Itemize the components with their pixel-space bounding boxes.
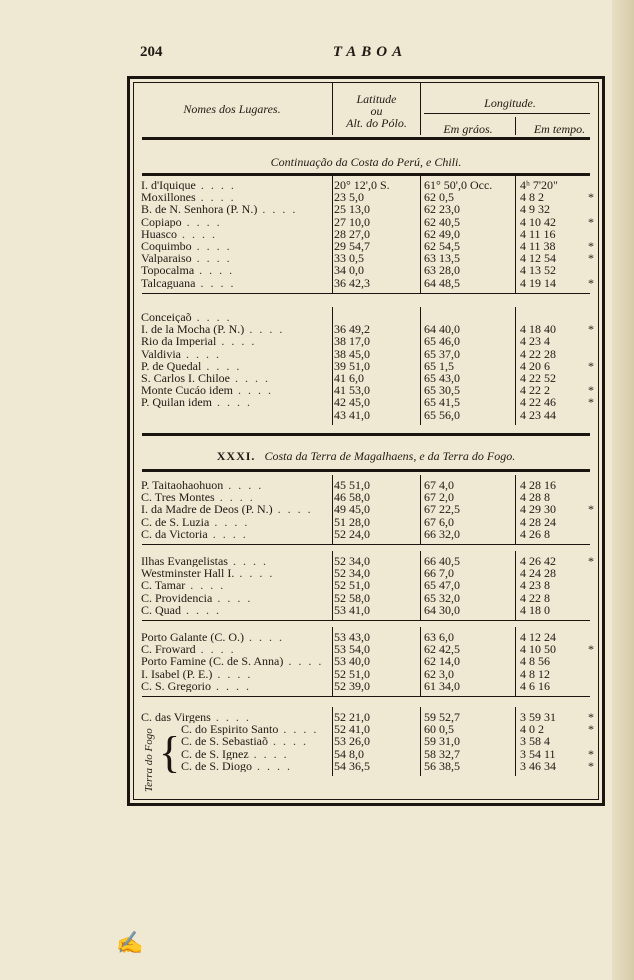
- leader-dots: . . . .: [195, 276, 236, 289]
- header-places: Nomes dos Lugares.: [183, 102, 281, 116]
- longitude-time-cell: 4 22 2: [520, 383, 550, 398]
- latitude-cell: 52 51,0: [334, 578, 370, 593]
- asterisk-mark: *: [588, 383, 594, 398]
- latitude-cell: 52 34,0: [334, 554, 370, 568]
- place-name: C. das Virgens . . . .: [141, 711, 251, 723]
- longitude-time-cell: 4 10 50: [520, 642, 556, 657]
- asterisk-mark: *: [588, 358, 594, 373]
- header-longitude: Longitude.: [484, 96, 536, 110]
- leader-dots: . . . .: [252, 759, 293, 772]
- column-divider: [420, 475, 421, 544]
- latitude-cell: 38 17,0: [334, 334, 370, 349]
- leader-dots: . . . .: [191, 240, 232, 252]
- latitude-cell: 39 51,0: [334, 358, 370, 373]
- leader-dots: . . . .: [212, 667, 253, 680]
- table-row: [134, 384, 598, 396]
- longitude-degrees-cell: 58 32,7: [424, 746, 460, 761]
- column-divider: [332, 627, 333, 696]
- row-group: [134, 711, 598, 778]
- leader-dots: . . . .: [195, 179, 236, 191]
- place-name: C. de S. Ignez . . . .: [181, 747, 289, 760]
- place-name: S. Carlos I. Chiloe . . . .: [141, 372, 270, 384]
- longitude-time-cell: 4 11 38: [520, 239, 556, 253]
- longitude-degrees-cell: 64 48,5: [424, 275, 460, 290]
- longitude-time-cell: 4 29 30: [520, 502, 556, 517]
- leader-dots: . . . .: [181, 347, 221, 360]
- column-divider: [420, 627, 421, 696]
- leader-dots: . . . .: [211, 679, 251, 692]
- page-number: 204: [140, 44, 163, 60]
- longitude-time-cell: 4 28 8: [520, 490, 550, 505]
- asterisk-mark: *: [588, 642, 594, 657]
- latitude-cell: 52 58,0: [334, 590, 370, 605]
- longitude-degrees-cell: 65 43,0: [424, 371, 460, 385]
- longitude-time-cell: 4 18 40: [520, 322, 556, 337]
- table-row: [134, 203, 598, 215]
- leader-dots: . . . .: [177, 227, 217, 240]
- table-row: [134, 503, 598, 515]
- table-row: [134, 348, 598, 360]
- longitude-degrees-cell: 61 34,0: [424, 678, 460, 693]
- table-row: [134, 240, 598, 252]
- leader-dots: . . . .: [194, 264, 235, 277]
- latitude-cell: 27 10,0: [334, 214, 370, 229]
- longitude-time-cell: 4 20 6: [520, 358, 550, 373]
- asterisk-mark: *: [588, 322, 594, 337]
- longitude-degrees-cell: 63 13,5: [424, 251, 460, 266]
- asterisk-mark: *: [588, 251, 594, 266]
- column-divider: [420, 175, 421, 293]
- longitude-degrees-cell: 65 56,0: [424, 407, 460, 422]
- leader-dots: . . . .: [244, 323, 285, 336]
- table-row: [134, 643, 598, 655]
- longitude-time-cell: 4 12 54: [520, 251, 556, 266]
- leader-dots: . . . .: [257, 203, 298, 216]
- latitude-cell: 49 45,0: [334, 502, 370, 517]
- place-name: C. Tres Montes . . . .: [141, 491, 255, 504]
- longitude-time-cell: 3 58 4: [520, 734, 550, 749]
- table-row: [134, 604, 598, 616]
- row-group: [134, 555, 598, 622]
- longitude-time-cell: 4 8 56: [520, 654, 550, 669]
- longitude-degrees-cell: 65 46,0: [424, 334, 460, 349]
- longitude-time-cell: 4 22 52: [520, 371, 556, 385]
- leader-dots: . . . .: [191, 252, 232, 265]
- brace-symbol: {: [159, 728, 181, 777]
- longitude-time-cell: 4 18 0: [520, 602, 550, 617]
- column-divider: [332, 551, 333, 620]
- leader-dots: . . . .: [181, 215, 222, 228]
- leader-dots: . . . .: [232, 384, 273, 397]
- longitude-time-cell: 4 26 42: [520, 554, 556, 568]
- leader-dots: . . . .: [212, 396, 252, 409]
- place-name: Porto Famine (C. de S. Anna) . . . .: [141, 655, 324, 668]
- place-name: C. S. Gregorio . . . .: [141, 679, 251, 692]
- column-divider: [332, 175, 333, 293]
- longitude-time-cell: 4ʰ 7'20": [520, 178, 558, 192]
- longitude-degrees-cell: 67 22,5: [424, 502, 460, 517]
- longitude-degrees-cell: 65 41,5: [424, 395, 460, 410]
- place-name: I. d'Iquique . . . .: [141, 179, 236, 191]
- column-divider: [515, 307, 516, 425]
- latitude-cell: 34 0,0: [334, 263, 364, 278]
- table-row: [134, 479, 598, 491]
- column-divider: [515, 475, 516, 544]
- table-row: [134, 592, 598, 604]
- latitude-cell: 41 53,0: [334, 383, 370, 398]
- place-name: C. do Espirito Santo . . . .: [181, 723, 319, 736]
- longitude-degrees-cell: 62 3,0: [424, 666, 454, 681]
- longitude-degrees-cell: 62 49,0: [424, 226, 460, 241]
- header-latitude-line2: ou: [370, 104, 383, 118]
- header-rule: [142, 137, 590, 140]
- latitude-cell: 54 36,5: [334, 758, 370, 773]
- place-name: I. da Madre de Deos (P. N.) . . . .: [141, 503, 313, 516]
- section-title-text: Continuação da Costa do Perú, e Chili.: [270, 155, 462, 169]
- leader-dots: . . . .: [209, 515, 250, 528]
- leader-dots: . . . .: [234, 567, 275, 580]
- table-row: [134, 567, 598, 579]
- longitude-time-cell: 4 19 14: [520, 275, 556, 290]
- header-latitude-line1: Latitude: [356, 92, 397, 106]
- group-separator: [142, 544, 590, 545]
- place-name: P. de Quedal . . . .: [141, 359, 242, 372]
- table-row: [134, 555, 598, 567]
- longitude-time-cell: 4 8 2: [520, 190, 544, 205]
- place-name: Conceiçaõ . . . .: [141, 311, 232, 323]
- table-row: [134, 516, 598, 528]
- table-row: [134, 655, 598, 667]
- place-name: C. Quad . . . .: [141, 603, 221, 616]
- longitude-time-cell: 4 22 8: [520, 590, 550, 605]
- column-divider: [332, 475, 333, 544]
- longitude-time-cell: 4 26 8: [520, 526, 550, 541]
- table-row: [134, 228, 598, 240]
- table-row: [134, 264, 598, 276]
- terra-do-fogo-label: Terra do Fogo: [143, 728, 155, 792]
- longitude-time-cell: 4 11 16: [520, 226, 556, 241]
- place-name: C. de S. Diogo . . . .: [181, 759, 293, 772]
- longitude-degrees-cell: 61° 50',0 Occ.: [424, 178, 493, 192]
- leader-dots: . . . .: [223, 479, 264, 491]
- table-row: [134, 396, 598, 408]
- place-name: I. de la Mocha (P. N.) . . . .: [141, 323, 285, 336]
- place-name: C. Froward . . . .: [141, 643, 236, 656]
- place-name: I. Isabel (P. E.) . . . .: [141, 667, 253, 680]
- table-row: [134, 311, 598, 323]
- longitude-degrees-cell: 60 0,5: [424, 722, 454, 737]
- longitude-degrees-cell: 66 7,0: [424, 566, 454, 581]
- longitude-degrees-cell: 67 2,0: [424, 490, 454, 505]
- place-name: Porto Galante (C. O.) . . . .: [141, 631, 284, 643]
- table-row: [134, 528, 598, 540]
- leader-dots: . . . .: [195, 643, 236, 656]
- latitude-cell: 23 5,0: [334, 190, 364, 205]
- section-title: [134, 155, 598, 170]
- latitude-cell: 33 0,5: [334, 251, 364, 266]
- latitude-cell: 43 41,0: [334, 407, 370, 422]
- asterisk-mark: *: [588, 275, 594, 290]
- longitude-time-cell: 4 28 24: [520, 514, 556, 529]
- column-divider: [420, 551, 421, 620]
- asterisk-mark: *: [588, 710, 594, 724]
- column-divider: [420, 307, 421, 425]
- longitude-time-cell: 4 28 16: [520, 478, 556, 492]
- place-name: Copiapo . . . .: [141, 215, 222, 228]
- longitude-time-cell: 4 23 44: [520, 407, 556, 422]
- longitude-degrees-cell: 62 42,5: [424, 642, 460, 657]
- place-name: Ilhas Evangelistas . . . .: [141, 555, 268, 567]
- table-row: [134, 668, 598, 680]
- latitude-cell: 52 51,0: [334, 666, 370, 681]
- place-name: Moxillones . . . .: [141, 191, 236, 204]
- group-separator: [142, 696, 590, 697]
- longitude-time-cell: 4 13 52: [520, 263, 556, 278]
- leader-dots: . . . .: [214, 491, 255, 504]
- latitude-cell: 38 45,0: [334, 346, 370, 361]
- longitude-degrees-cell: 65 30,5: [424, 383, 460, 398]
- latitude-cell: 53 26,0: [334, 734, 370, 749]
- longitude-degrees-cell: 67 6,0: [424, 514, 454, 529]
- table-row: [134, 216, 598, 228]
- place-name: C. Tamar . . . .: [141, 579, 226, 592]
- running-head: [140, 44, 600, 68]
- longitude-degrees-cell: 64 40,0: [424, 322, 460, 337]
- latitude-cell: 25 13,0: [334, 202, 370, 217]
- row-group: [134, 631, 598, 698]
- header-latitude: [334, 93, 419, 129]
- table-row: [134, 760, 598, 772]
- longitude-degrees-cell: 63 6,0: [424, 630, 454, 644]
- place-name: B. de N. Senhora (P. N.) . . . .: [141, 203, 298, 216]
- place-name: P. Taitaohaohuon . . . .: [141, 479, 264, 491]
- table-row: [134, 252, 598, 264]
- asterisk-mark: *: [588, 554, 594, 568]
- longitude-degrees-cell: 62 23,0: [424, 202, 460, 217]
- section-title: [134, 449, 598, 464]
- latitude-cell: 52 21,0: [334, 710, 370, 724]
- leader-dots: . . . .: [216, 335, 257, 348]
- table-row: [134, 179, 598, 191]
- column-divider: [515, 627, 516, 696]
- longitude-brace-line: [424, 113, 590, 114]
- table-row: [134, 491, 598, 503]
- longitude-degrees-cell: 62 40,5: [424, 214, 460, 229]
- place-name: Huasco . . . .: [141, 227, 217, 240]
- longitude-degrees-cell: 66 40,5: [424, 554, 460, 568]
- asterisk-mark: *: [588, 502, 594, 517]
- asterisk-mark: *: [588, 190, 594, 205]
- table-row: [134, 277, 598, 289]
- row-group: [134, 479, 598, 546]
- place-name: C. de S. Luzia . . . .: [141, 515, 250, 528]
- table-row: [134, 335, 598, 347]
- latitude-cell: 41 6,0: [334, 371, 364, 385]
- table-row: [134, 711, 598, 723]
- longitude-degrees-cell: 56 38,5: [424, 758, 460, 773]
- table-row: [134, 735, 598, 747]
- column-divider: [515, 707, 516, 776]
- row-group: [134, 179, 598, 295]
- leader-dots: . . . .: [185, 579, 226, 592]
- asterisk-mark: *: [588, 746, 594, 761]
- header-divider: [332, 83, 333, 135]
- latitude-cell: 53 54,0: [334, 642, 370, 657]
- longitude-time-cell: 4 24 28: [520, 566, 556, 581]
- leader-dots: . . . .: [278, 723, 319, 736]
- longitude-degrees-cell: 65 37,0: [424, 346, 460, 361]
- table-row: [134, 631, 598, 643]
- longitude-degrees-cell: 67 4,0: [424, 478, 454, 492]
- leader-dots: . . . .: [191, 311, 232, 323]
- latitude-cell: 52 39,0: [334, 678, 370, 693]
- header-latitude-line3: Alt. do Pólo.: [346, 116, 407, 130]
- row-group: [134, 311, 598, 427]
- table-row: [134, 680, 598, 692]
- leader-dots: . . . .: [195, 191, 236, 204]
- header-divider: [515, 117, 516, 135]
- table-row: [134, 372, 598, 384]
- section-rule: [142, 433, 590, 436]
- longitude-time-cell: 4 22 46: [520, 395, 556, 410]
- longitude-time-cell: 4 9 32: [520, 202, 550, 217]
- header-time: Em tempo.: [533, 122, 586, 136]
- leader-dots: . . . .: [243, 631, 284, 643]
- page-edge: [612, 0, 634, 980]
- place-name: C. Providencia . . . .: [141, 591, 253, 604]
- leader-dots: . . . .: [268, 735, 308, 748]
- table-row: [134, 323, 598, 335]
- leader-dots: . . . .: [227, 555, 268, 567]
- latitude-cell: 51 28,0: [334, 514, 370, 529]
- latitude-cell: 45 51,0: [334, 478, 370, 492]
- asterisk-mark: *: [588, 758, 594, 773]
- latitude-cell: 52 34,0: [334, 566, 370, 581]
- longitude-degrees-cell: 65 1,5: [424, 358, 454, 373]
- column-divider: [420, 707, 421, 776]
- header-divider: [420, 83, 421, 135]
- longitude-degrees-cell: 65 32,0: [424, 590, 460, 605]
- longitude-time-cell: 3 54 11: [520, 746, 556, 761]
- latitude-cell: 53 40,0: [334, 654, 370, 669]
- place-name: Rio da Imperial . . . .: [141, 335, 257, 348]
- place-name: Valparaiso . . . .: [141, 252, 232, 265]
- longitude-degrees-cell: 62 14,0: [424, 654, 460, 669]
- leader-dots: . . . .: [212, 591, 253, 604]
- latitude-cell: 54 8,0: [334, 746, 364, 761]
- leader-dots: . . . .: [248, 747, 289, 760]
- column-divider: [332, 307, 333, 425]
- place-name: Topocalma . . . .: [141, 264, 235, 277]
- latitude-cell: 46 58,0: [334, 490, 370, 505]
- longitude-time-cell: 4 0 2: [520, 722, 544, 737]
- longitude-time-cell: 4 8 12: [520, 666, 550, 681]
- longitude-degrees-cell: 64 30,0: [424, 602, 460, 617]
- place-name: Talcaguana . . . .: [141, 276, 236, 289]
- table-row: [134, 191, 598, 203]
- longitude-time-cell: 4 12 24: [520, 630, 556, 644]
- latitude-cell: 52 24,0: [334, 526, 370, 541]
- place-name: Monte Cucáo idem . . . .: [141, 384, 273, 397]
- section-number: XXXI.: [216, 449, 256, 463]
- latitude-cell: 53 43,0: [334, 630, 370, 644]
- leader-dots: . . . .: [207, 527, 248, 540]
- leader-dots: . . . .: [230, 372, 270, 384]
- latitude-cell: 28 27,0: [334, 226, 370, 241]
- place-name: Valdivia . . . .: [141, 347, 221, 360]
- asterisk-mark: *: [588, 214, 594, 229]
- table-row: [134, 409, 598, 421]
- leader-dots: . . . .: [181, 603, 221, 616]
- place-name: C. de S. Sebastiaõ . . . .: [181, 735, 308, 748]
- longitude-time-cell: 4 10 42: [520, 214, 556, 229]
- table-row: [134, 723, 598, 735]
- latitude-cell: 52 41,0: [334, 722, 370, 737]
- group-separator: [142, 293, 590, 294]
- asterisk-mark: *: [588, 239, 594, 253]
- longitude-degrees-cell: 66 32,0: [424, 526, 460, 541]
- longitude-time-cell: 3 59 31: [520, 710, 556, 724]
- table-row: [134, 748, 598, 760]
- longitude-time-cell: 3 46 34: [520, 758, 556, 773]
- longitude-degrees-cell: 65 47,0: [424, 578, 460, 593]
- coordinates-table: [127, 76, 605, 806]
- latitude-cell: 53 41,0: [334, 602, 370, 617]
- leader-dots: . . . .: [201, 359, 242, 372]
- section-rule: [142, 173, 590, 176]
- place-name: C. da Victoria . . . .: [141, 527, 248, 540]
- longitude-degrees-cell: 59 52,7: [424, 710, 460, 724]
- section-rule: [142, 469, 590, 472]
- longitude-time-cell: 4 6 16: [520, 678, 550, 693]
- leader-dots: . . . .: [283, 655, 324, 668]
- latitude-cell: 36 49,2: [334, 322, 370, 337]
- leader-dots: . . . .: [210, 711, 251, 723]
- longitude-degrees-cell: 62 0,5: [424, 190, 454, 205]
- place-name: Westminster Hall I. . . . .: [141, 567, 275, 580]
- section-title-text: Costa da Terra de Magalhaens, e da Terra do Fogo.: [264, 449, 516, 463]
- table-inner: [133, 82, 599, 800]
- latitude-cell: 29 54,7: [334, 239, 370, 253]
- longitude-degrees-cell: 59 31,0: [424, 734, 460, 749]
- group-separator: [142, 620, 590, 621]
- longitude-degrees-cell: 63 28,0: [424, 263, 460, 278]
- longitude-time-cell: 4 23 4: [520, 334, 550, 349]
- column-divider: [332, 707, 333, 776]
- table-row: [134, 360, 598, 372]
- page-title: TABOA: [332, 44, 408, 60]
- column-divider: [515, 551, 516, 620]
- ink-blot-icon: ✍: [116, 930, 144, 955]
- latitude-cell: 42 45,0: [334, 395, 370, 410]
- longitude-time-cell: 4 22 28: [520, 346, 556, 361]
- asterisk-mark: *: [588, 395, 594, 410]
- column-divider: [515, 175, 516, 293]
- longitude-time-cell: 4 23 8: [520, 578, 550, 593]
- table-row: [134, 579, 598, 591]
- asterisk-mark: *: [588, 722, 594, 737]
- header-degrees: Em gráos.: [443, 122, 493, 136]
- latitude-cell: 20° 12',0 S.: [334, 178, 390, 192]
- leader-dots: . . . .: [272, 503, 313, 516]
- longitude-degrees-cell: 62 54,5: [424, 239, 460, 253]
- place-name: P. Quilan idem . . . .: [141, 396, 252, 409]
- place-name: Coquimbo . . . .: [141, 240, 232, 252]
- latitude-cell: 36 42,3: [334, 275, 370, 290]
